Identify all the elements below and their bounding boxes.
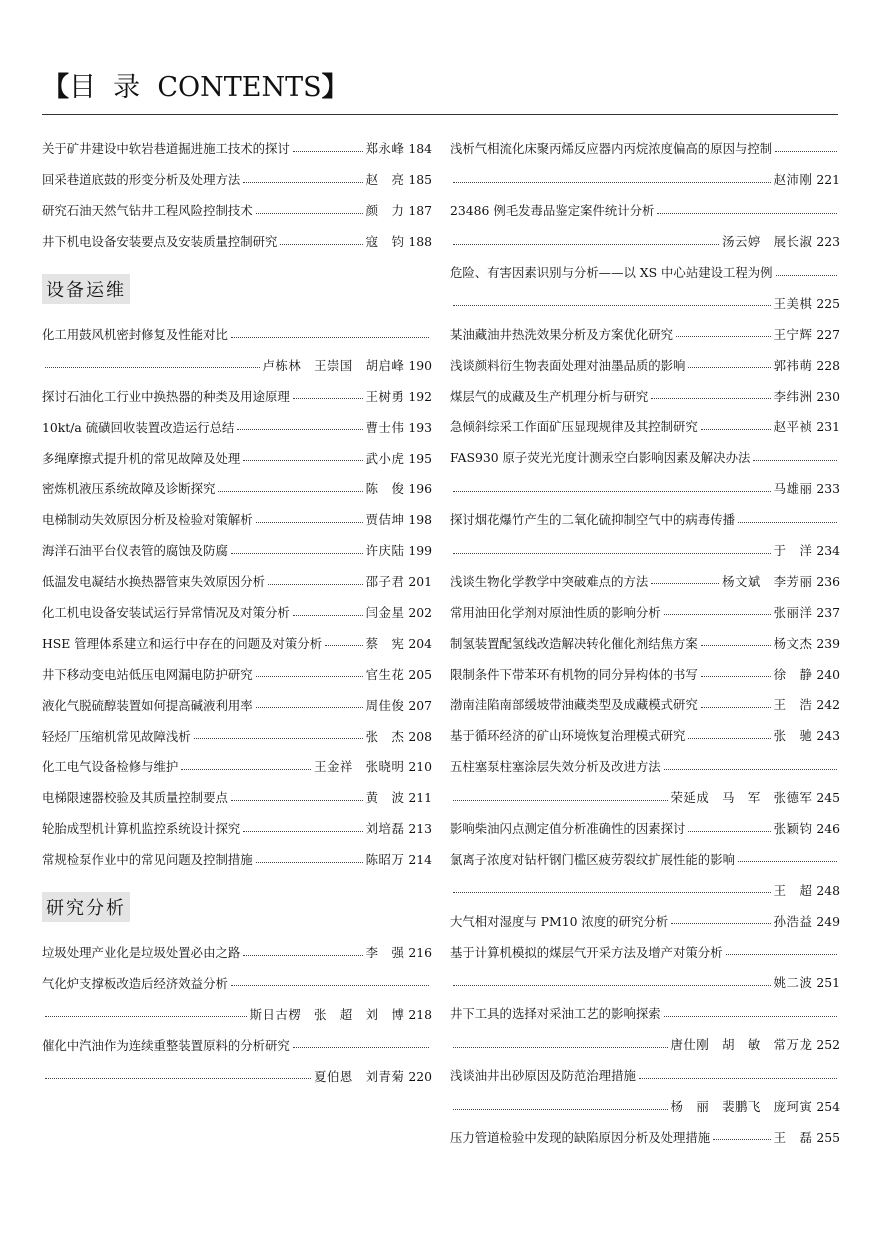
entry-author: 许庆陆: [365, 543, 405, 559]
entry-title: 10kt/a 硫磺回收装置改造运行总结: [42, 419, 235, 435]
toc-column-left: [42, 134, 432, 1092]
toc-entry[interactable]: [450, 721, 840, 752]
entry-author: 张 驰: [773, 728, 813, 744]
toc-entry[interactable]: [450, 258, 840, 289]
leader-dots: [776, 265, 837, 276]
entry-author: 蔡 宪: [365, 635, 405, 651]
entry-author: 黄 波: [365, 790, 405, 806]
entry-page: 188: [408, 234, 432, 250]
toc-entry-continuation[interactable]: [42, 1061, 432, 1092]
entry-page: 242: [816, 697, 840, 713]
leader-dots: [243, 945, 362, 956]
entry-author: 周佳俊: [365, 697, 405, 713]
toc-entry-continuation[interactable]: [450, 536, 840, 567]
leader-dots: [453, 975, 771, 986]
leader-dots: [688, 728, 770, 739]
entry-author: 王 磊: [773, 1129, 813, 1145]
header-rule: [42, 114, 838, 115]
entry-title: 研究石油天然气钻井工程风险控制技术: [42, 203, 253, 219]
leader-dots: [45, 1006, 247, 1017]
leader-dots: [726, 944, 837, 955]
leader-dots: [293, 1037, 429, 1048]
leader-dots: [243, 821, 362, 832]
entry-page: 207: [408, 697, 432, 713]
section-heading-text: 设备运维: [42, 274, 130, 304]
entry-author: 张颖钧: [773, 821, 813, 837]
toc-entry[interactable]: [450, 1061, 840, 1092]
page-title: [42, 70, 838, 106]
leader-dots: [664, 604, 771, 615]
leader-dots: [453, 295, 771, 306]
entry-page: 213: [408, 821, 432, 837]
title-bracket-close: 】: [321, 72, 349, 103]
toc-entry-continuation[interactable]: [450, 783, 840, 814]
entry-title: 基于计算机模拟的煤层气开采方法及增产对策分析: [450, 944, 723, 960]
toc-entry[interactable]: [450, 196, 840, 227]
entry-author: 赵沛刚: [773, 172, 813, 188]
toc-entry[interactable]: [450, 505, 840, 536]
toc-entry[interactable]: [42, 783, 432, 814]
entry-title: 探讨石油化工行业中换热器的种类及用途原理: [42, 388, 290, 404]
leader-dots: [453, 790, 668, 801]
entry-author: 赵平祯: [773, 419, 813, 435]
entry-author: 姚二波: [773, 975, 813, 991]
toc-entry[interactable]: [42, 536, 432, 567]
leader-dots: [651, 573, 719, 584]
toc-entry[interactable]: [42, 412, 432, 443]
entry-author: 杨文斌 李芳丽: [722, 573, 813, 589]
entry-title: 影响柴油闪点测定值分析准确性的因素探讨: [450, 821, 686, 837]
section-heading-text: 研究分析: [42, 892, 130, 922]
leader-dots: [688, 821, 770, 832]
leader-dots: [325, 635, 363, 646]
entry-page: 237: [816, 604, 840, 620]
entry-page: 208: [408, 728, 432, 744]
entry-page: 211: [408, 790, 432, 806]
leader-dots: [775, 141, 837, 152]
toc-entry[interactable]: [450, 628, 840, 659]
entry-title: 大气相对湿度与 PM10 浓度的研究分析: [450, 913, 669, 929]
entry-title: 危险、有害因素识别与分析——以 XS 中心站建设工程为例: [450, 265, 773, 280]
leader-dots: [256, 666, 363, 677]
leader-dots: [753, 450, 837, 461]
entry-title: 常规检泵作业中的常见问题及控制措施: [42, 852, 253, 868]
entry-title: 探讨烟花爆竹产生的二氧化硫抑制空气中的病毒传播: [450, 512, 735, 528]
entry-page: 255: [816, 1129, 840, 1145]
toc-entry[interactable]: [42, 320, 432, 351]
entry-title: HSE 管理体系建立和运行中存在的问题及对策分析: [42, 635, 323, 651]
leader-dots: [453, 1037, 668, 1048]
toc-entry[interactable]: [42, 443, 432, 474]
entry-page: 199: [408, 543, 432, 559]
leader-dots: [453, 172, 771, 183]
entry-title: 液化气脱硫醇装置如何提高碱液利用率: [42, 697, 253, 713]
entry-author: 官生花: [365, 666, 405, 682]
entry-page: 195: [408, 450, 432, 466]
entry-author: 曹士伟: [365, 419, 405, 435]
entry-page: 198: [408, 512, 432, 528]
entry-title: 低温发电凝结水换热器管束失效原因分析: [42, 574, 266, 590]
leader-dots: [657, 203, 837, 214]
toc-entry[interactable]: [42, 845, 432, 876]
entry-page: 225: [816, 295, 840, 311]
leader-dots: [256, 512, 363, 523]
entry-page: 236: [816, 573, 840, 589]
entry-author: 唐仕刚 胡 敏 常万龙: [670, 1037, 813, 1053]
entry-author: 武小虎: [365, 450, 405, 466]
toc-entry[interactable]: [42, 196, 432, 227]
leader-dots: [453, 1099, 668, 1110]
entry-page: 190: [408, 357, 432, 373]
leader-dots: [453, 543, 771, 554]
entry-page: 193: [408, 419, 432, 435]
toc-entry[interactable]: [42, 134, 432, 165]
entry-author: 陈 俊: [365, 481, 405, 497]
entry-author: 夏伯恩 刘青菊: [314, 1068, 405, 1084]
toc-entry[interactable]: [42, 752, 432, 783]
leader-dots: [293, 141, 363, 152]
leader-dots: [676, 326, 771, 337]
entry-author: 王树勇: [365, 388, 405, 404]
toc-header: [42, 70, 838, 106]
entry-page: 240: [816, 666, 840, 682]
entry-author: 王金祥 张晓明: [314, 759, 405, 775]
leader-dots: [738, 512, 837, 523]
toc-entry[interactable]: [42, 598, 432, 629]
leader-dots: [231, 790, 363, 801]
entry-title: 化工用鼓风机密封修复及性能对比: [42, 327, 228, 342]
toc-entry[interactable]: [450, 659, 840, 690]
entry-page: 245: [816, 790, 840, 806]
entry-page: 220: [408, 1068, 432, 1084]
entry-title: 电梯限速器校验及其质量控制要点: [42, 790, 228, 806]
leader-dots: [256, 852, 363, 863]
entry-page: 204: [408, 635, 432, 651]
entry-title: 氯离子浓度对钻杆钢门槛区疲劳裂纹扩展性能的影响: [450, 851, 735, 867]
toc-entry[interactable]: [450, 566, 840, 597]
entry-page: 233: [816, 481, 840, 497]
toc-entry[interactable]: [42, 505, 432, 536]
entry-page: 234: [816, 543, 840, 559]
entry-author: 郭祎萌: [773, 357, 813, 373]
entry-author: 卢栋林 王崇国 胡启峰: [262, 357, 405, 373]
leader-dots: [701, 419, 771, 430]
leader-dots: [237, 419, 362, 430]
entry-title: 井下工具的选择对采油工艺的影响探索: [450, 1006, 661, 1022]
leader-dots: [231, 543, 363, 554]
entry-page: 249: [816, 913, 840, 929]
toc-entry-continuation[interactable]: [450, 968, 840, 999]
entry-author: 徐 静: [773, 666, 813, 682]
entry-title: 轮胎成型机计算机监控系统设计探究: [42, 821, 241, 837]
entry-title: 五柱塞泵柱塞涂层失效分析及改进方法: [450, 759, 661, 775]
toc-entry[interactable]: [450, 999, 840, 1030]
toc-entry[interactable]: [450, 319, 840, 350]
leader-dots: [293, 388, 363, 399]
leader-dots: [639, 1068, 837, 1079]
leader-dots: [218, 481, 362, 492]
toc-entry[interactable]: [42, 968, 432, 999]
toc-entry[interactable]: [42, 567, 432, 598]
leader-dots: [671, 913, 771, 924]
entry-author: 于 洋: [773, 543, 813, 559]
leader-dots: [738, 851, 837, 862]
leader-dots: [45, 357, 260, 368]
entry-page: 231: [816, 419, 840, 435]
entry-title: FAS930 原子荧光光度计测汞空白影响因素及解决办法: [450, 450, 751, 466]
leader-dots: [231, 975, 429, 986]
entry-author: 贾佶坤: [365, 512, 405, 528]
toc-entry[interactable]: [450, 690, 840, 721]
title-text: 目 录 CONTENTS: [69, 72, 322, 103]
entry-page: 196: [408, 481, 432, 497]
entry-title: 关于矿井建设中软岩巷道掘进施工技术的探讨: [42, 141, 290, 157]
entry-author: 马雄丽: [773, 481, 813, 497]
leader-dots: [268, 574, 363, 585]
entry-page: 218: [408, 1006, 432, 1022]
toc-entry[interactable]: [42, 474, 432, 505]
toc-entry[interactable]: [450, 443, 840, 474]
entry-title: 垃圾处理产业化是垃圾处置必由之路: [42, 945, 241, 961]
toc-entry-continuation[interactable]: [450, 1092, 840, 1123]
toc-entry[interactable]: [450, 752, 840, 783]
leader-dots: [243, 450, 362, 461]
entry-page: 248: [816, 882, 840, 898]
leader-dots: [293, 605, 363, 616]
entry-title: 限制条件下带苯环有机物的同分异构体的书写: [450, 666, 698, 682]
entry-author: 颜 力: [365, 203, 405, 219]
entry-page: 202: [408, 605, 432, 621]
leader-dots: [688, 357, 770, 368]
entry-page: 216: [408, 945, 432, 961]
entry-page: 254: [816, 1099, 840, 1115]
toc-entry[interactable]: [450, 381, 840, 412]
toc-entry[interactable]: [42, 628, 432, 659]
leader-dots: [453, 882, 771, 893]
entry-author: 闫金星: [365, 605, 405, 621]
entry-title: 井下机电设备安装要点及安装质量控制研究: [42, 234, 278, 250]
title-bracket-open: 【: [42, 72, 69, 103]
entry-page: 227: [816, 326, 840, 342]
entry-author: 王 超: [773, 882, 813, 898]
leader-dots: [231, 327, 429, 338]
entry-author: 孙浩益: [773, 913, 813, 929]
entry-page: 192: [408, 388, 432, 404]
entry-page: 187: [408, 203, 432, 219]
toc-entry[interactable]: [450, 134, 840, 165]
leader-dots: [664, 759, 837, 770]
entry-title: 常用油田化学剂对原油性质的影响分析: [450, 604, 661, 620]
toc-entry[interactable]: [450, 937, 840, 968]
entry-title: 回采巷道底鼓的形变分析及处理方法: [42, 172, 241, 188]
toc-entry-continuation[interactable]: [450, 288, 840, 319]
toc-entry[interactable]: [450, 814, 840, 845]
toc-entry-continuation[interactable]: [42, 999, 432, 1030]
entry-author: 张丽洋: [773, 604, 813, 620]
entry-title: 压力管道检验中发现的缺陷原因分析及处理措施: [450, 1129, 711, 1145]
entry-page: 243: [816, 728, 840, 744]
entry-title: 23486 例毛发毒品鉴定案件统计分析: [450, 203, 655, 219]
entry-page: 221: [816, 172, 840, 188]
entry-author: 邵子君: [365, 574, 405, 590]
entry-author: 陈昭万: [365, 852, 405, 868]
entry-page: 184: [408, 141, 432, 157]
toc-entry[interactable]: [42, 690, 432, 721]
entry-author: 王美棋: [773, 295, 813, 311]
entry-author: 郑永峰: [365, 141, 405, 157]
entry-page: 210: [408, 759, 432, 775]
entry-page: 214: [408, 852, 432, 868]
entry-author: 汤云婷 展长淑: [722, 234, 813, 250]
toc-entry-continuation[interactable]: [450, 474, 840, 505]
entry-page: 246: [816, 821, 840, 837]
entry-page: 230: [816, 388, 840, 404]
entry-page: 205: [408, 666, 432, 682]
entry-author: 杨文杰: [773, 635, 813, 651]
entry-page: 252: [816, 1037, 840, 1053]
toc-entry[interactable]: [450, 844, 840, 875]
leader-dots: [45, 1068, 311, 1079]
leader-dots: [181, 759, 311, 770]
toc-entry[interactable]: [42, 814, 432, 845]
entry-page: 201: [408, 574, 432, 590]
leader-dots: [194, 728, 363, 739]
toc-entry[interactable]: [450, 350, 840, 381]
toc-entry[interactable]: [450, 597, 840, 628]
toc-entry[interactable]: [42, 381, 432, 412]
entry-title: 某油藏油井热洗效果分析及方案优化研究: [450, 326, 674, 342]
entry-title: 气化炉支撑板改造后经济效益分析: [42, 975, 228, 991]
leader-dots: [701, 666, 771, 677]
section-heading: [42, 876, 432, 938]
entry-title: 浅谈油井出砂原因及防范治理措施: [450, 1068, 636, 1084]
leader-dots: [256, 697, 363, 708]
toc-entry[interactable]: [450, 412, 840, 443]
leader-dots: [243, 172, 362, 183]
toc-entry[interactable]: [42, 938, 432, 969]
toc-entry-continuation[interactable]: [450, 1030, 840, 1061]
entry-title: 轻烃厂压缩机常见故障浅析: [42, 728, 191, 744]
entry-author: 李 强: [365, 945, 405, 961]
entry-title: 急倾斜综采工作面矿压显现规律及其控制研究: [450, 419, 698, 435]
leader-dots: [701, 635, 771, 646]
leader-dots: [701, 697, 771, 708]
entry-author: 寇 钧: [365, 234, 405, 250]
entry-title: 基于循环经济的矿山环境恢复治理模式研究: [450, 728, 686, 744]
entry-title: 浅析气相流化床聚丙烯反应器内丙烷浓度偏高的原因与控制: [450, 141, 773, 157]
entry-title: 化工电气设备检修与维护: [42, 759, 179, 775]
entry-author: 王宁辉: [773, 326, 813, 342]
entry-title: 多绳摩擦式提升机的常见故障及处理: [42, 450, 241, 466]
section-heading: [42, 258, 432, 320]
entry-title: 浅谈颜料衍生物表面处理对油墨品质的影响: [450, 357, 686, 373]
entry-title: 煤层气的成藏及生产机理分析与研究: [450, 388, 649, 404]
toc-entry-continuation[interactable]: [42, 350, 432, 381]
toc-entry-continuation[interactable]: [450, 875, 840, 906]
entry-title: 化工机电设备安装试运行异常情况及对策分析: [42, 605, 290, 621]
entry-title: 渤南洼陷南部缓坡带油藏类型及成藏模式研究: [450, 697, 698, 713]
entry-author: 杨 丽 裴鹏飞 庞珂寅: [670, 1099, 813, 1115]
leader-dots: [664, 1006, 837, 1017]
entry-author: 赵 亮: [365, 172, 405, 188]
toc-entry[interactable]: [42, 1030, 432, 1061]
entry-author: 荣延成 马 军 张德军: [670, 790, 813, 806]
entry-title: 井下移动变电站低压电网漏电防护研究: [42, 666, 253, 682]
entry-author: 张 杰: [365, 728, 405, 744]
toc-column-right: [450, 134, 840, 1153]
entry-title: 浅谈生物化学教学中突破难点的方法: [450, 573, 649, 589]
entry-page: 239: [816, 635, 840, 651]
entry-author: 刘培磊: [365, 821, 405, 837]
entry-page: 228: [816, 357, 840, 373]
entry-title: 海洋石油平台仪表管的腐蚀及防腐: [42, 543, 228, 559]
leader-dots: [713, 1129, 770, 1140]
entry-page: 185: [408, 172, 432, 188]
entry-author: 李纬洲: [773, 388, 813, 404]
toc-entry[interactable]: [42, 227, 432, 258]
entry-title: 电梯制动失效原因分析及检验对策解析: [42, 512, 253, 528]
toc-entry[interactable]: [42, 721, 432, 752]
entry-title: 催化中汽油作为连续重整装置原料的分析研究: [42, 1037, 290, 1053]
entry-page: 223: [816, 234, 840, 250]
toc-entry[interactable]: [450, 906, 840, 937]
entry-title: 制氢装置配氢线改造解决转化催化剂结焦方案: [450, 635, 698, 651]
leader-dots: [256, 203, 363, 214]
entry-author: 斯日古楞 张 超 刘 博: [249, 1006, 405, 1022]
entry-page: 251: [816, 975, 840, 991]
leader-dots: [280, 234, 362, 245]
toc-entry[interactable]: [42, 659, 432, 690]
toc-entry-continuation[interactable]: [450, 165, 840, 196]
leader-dots: [453, 481, 771, 492]
toc-entry[interactable]: [450, 1123, 840, 1154]
entry-title: 密炼机液压系统故障及诊断探究: [42, 481, 216, 497]
toc-entry[interactable]: [42, 165, 432, 196]
leader-dots: [651, 388, 770, 399]
leader-dots: [453, 234, 719, 245]
entry-author: 王 浩: [773, 697, 813, 713]
toc-entry-continuation[interactable]: [450, 227, 840, 258]
